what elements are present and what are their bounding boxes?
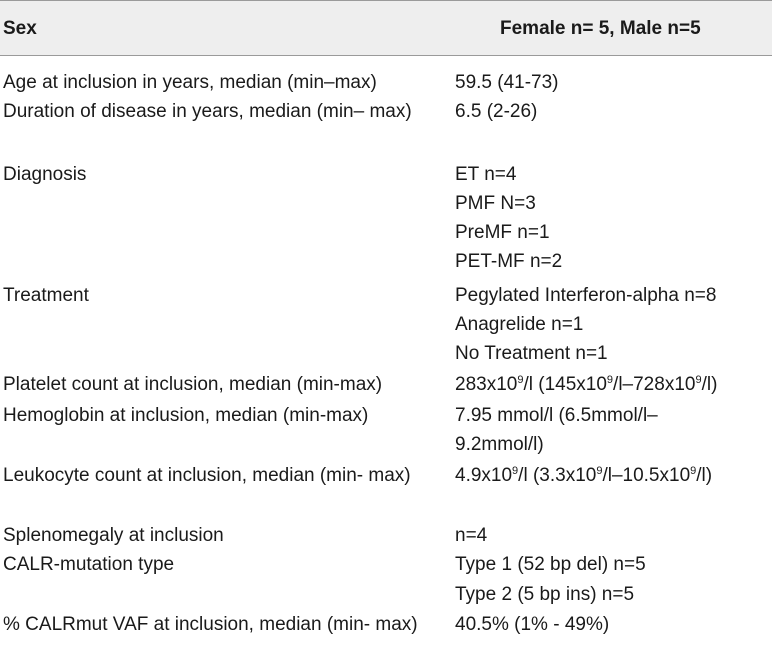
row-value-hemoglobin: 7.95 mmol/l (6.5mmol/l– 9.2mmol/l) xyxy=(455,405,658,455)
row-value-diagnosis-petmf: PET-MF n=2 xyxy=(455,251,563,272)
row-value-diagnosis-premf: PreMF n=1 xyxy=(455,222,550,243)
row-value-vaf: 40.5% (1% - 49%) xyxy=(455,614,610,635)
row-label-hemoglobin: Hemoglobin at inclusion, median (min-max) xyxy=(3,405,369,426)
row-value-calr-type1: Type 1 (52 bp del) n=5 xyxy=(455,554,646,575)
row-value-treatment-ifn: Pegylated Interferon-alpha n=8 xyxy=(455,285,717,306)
header-sex: Sex xyxy=(3,18,37,39)
row-label-leukocyte: Leukocyte count at inclusion, median (min- max) xyxy=(3,465,411,486)
row-label-platelet: Platelet count at inclusion, median (min-max) xyxy=(3,374,383,395)
row-value-diagnosis-et: ET n=4 xyxy=(455,164,517,185)
row-label-calr-type: CALR-mutation type xyxy=(3,554,175,575)
row-label-splenomegaly: Splenomegaly at inclusion xyxy=(3,525,224,546)
row-value-leukocyte: $4.9x10^9/l$ $(3.3x10^9/l-10.5x10^9/l)$ xyxy=(455,465,713,486)
row-value-splenomegaly: n=4 xyxy=(455,525,488,546)
row-label-vaf: % CALRmut VAF at inclusion, median (min- max) xyxy=(3,614,418,635)
row-value-platelet: $283x10^9/l$ $(145x10^9/l-728x10^9/l)$ xyxy=(455,374,718,395)
row-label-treatment: Treatment xyxy=(3,285,89,306)
row-label-diagnosis: Diagnosis xyxy=(3,164,87,185)
row-value-duration: 6.5 (2-26) xyxy=(455,101,538,122)
row-value-age: 59.5 (41-73) xyxy=(455,72,559,93)
row-value-treatment-anagrelide: Anagrelide n=1 xyxy=(455,314,584,335)
header-counts: Female n= 5, Male n=5 xyxy=(500,18,701,39)
row-value-calr-type2: Type 2 (5 bp ins) n=5 xyxy=(455,584,635,605)
row-label-age: Age at inclusion in years, median (min–max) xyxy=(3,72,377,93)
row-value-diagnosis-pmf: PMF N=3 xyxy=(455,193,536,214)
row-label-duration: Duration of disease in years, median (min– max) xyxy=(3,101,412,122)
table-header xyxy=(0,0,772,56)
row-value-treatment-none: No Treatment n=1 xyxy=(455,343,608,364)
